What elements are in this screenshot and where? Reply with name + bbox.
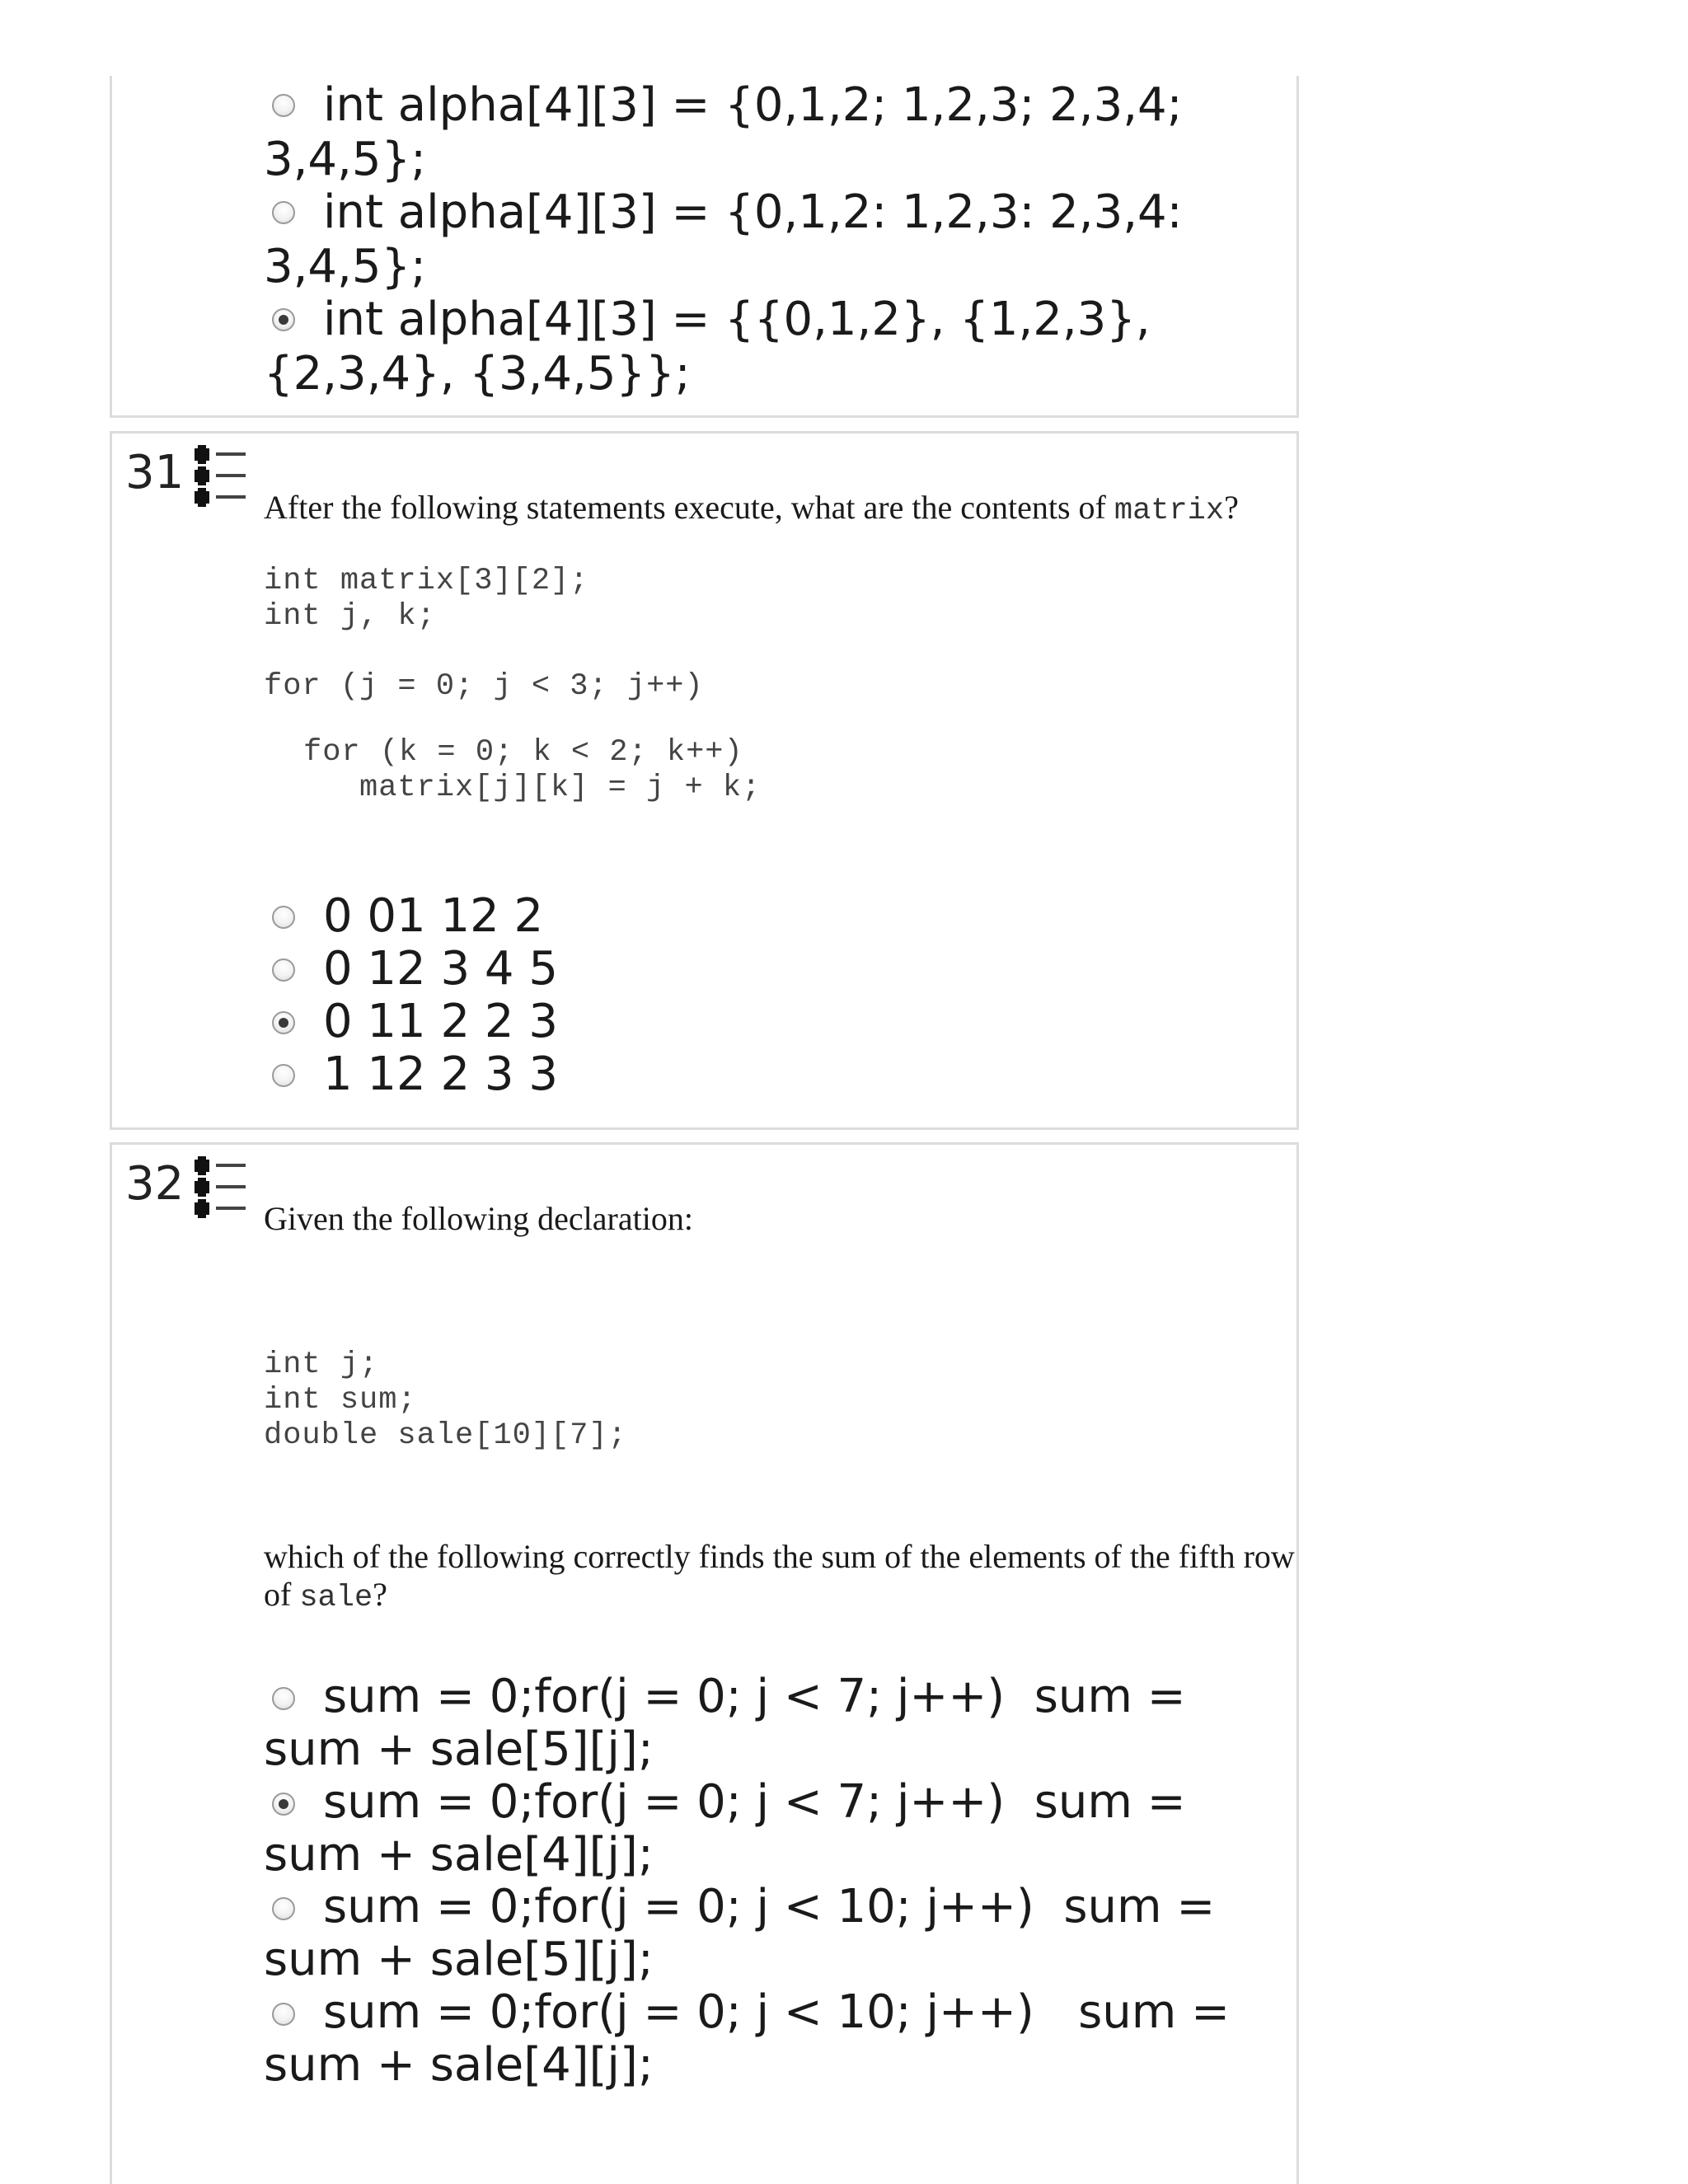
question-number: 31 — [125, 446, 185, 499]
code-line: for (k = 0; k < 2; k++) — [303, 735, 743, 770]
answer-radio-30-a[interactable] — [272, 94, 295, 117]
answer-text-30-b-cont: 3,4,5}; — [264, 240, 426, 293]
answer-radio-31-a[interactable] — [272, 906, 295, 929]
answer-text-32-d: sum = 0;for(j = 0; j < 10; j++) sum = — [323, 1985, 1231, 2039]
code-line: int j, k; — [264, 599, 436, 634]
question-prompt — [264, 488, 1239, 531]
question-prompt-text: After the following statements execute, what are the contents of — [264, 489, 1114, 526]
question-prompt-mark: ? — [1224, 489, 1239, 526]
question-code: sale — [299, 1581, 373, 1615]
code-line: double sale[10][7]; — [264, 1418, 627, 1453]
question-mark: ? — [373, 1576, 387, 1613]
question-text: which of the following correctly finds the sum of the elements of the fifth row — [264, 1538, 1295, 1575]
question-text-prefix: of — [264, 1576, 300, 1613]
answer-radio-32-d[interactable] — [272, 2003, 295, 2026]
code-line: int matrix[3][2]; — [264, 564, 589, 598]
list-icon — [195, 445, 249, 511]
answer-radio-32-c[interactable] — [272, 1897, 295, 1920]
answer-text-30-b: int alpha[4][3] = {0,1,2: 1,2,3: 2,3,4: — [323, 185, 1183, 239]
answer-text-32-c: sum = 0;for(j = 0; j < 10; j++) sum = — [323, 1880, 1216, 1933]
answer-text-32-a: sum = 0;for(j = 0; j < 7; j++) sum = — [323, 1670, 1186, 1723]
answer-text-30-c: int alpha[4][3] = {{0,1,2}, {1,2,3}, — [323, 293, 1151, 346]
answer-radio-31-c[interactable] — [272, 1011, 295, 1034]
answer-text-30-c-cont: {2,3,4}, {3,4,5}}; — [264, 347, 691, 401]
question-prompt: Given the following declaration: — [264, 1200, 693, 1237]
answer-radio-30-c[interactable] — [272, 308, 295, 331]
question-number: 32 — [125, 1157, 185, 1211]
answer-text-30-a: int alpha[4][3] = {0,1,2; 1,2,3; 2,3,4; — [323, 78, 1183, 132]
answer-text-32-b-cont: sum + sale[4][j]; — [264, 1828, 654, 1882]
answer-radio-32-a[interactable] — [272, 1687, 295, 1710]
code-line: int j; — [264, 1347, 379, 1382]
answer-text-32-a-cont: sum + sale[5][j]; — [264, 1722, 654, 1776]
question-card-31 — [110, 431, 1299, 1130]
answer-text-32-c-cont: sum + sale[5][j]; — [264, 1933, 654, 1986]
answer-radio-31-b[interactable] — [272, 958, 295, 982]
question-text-cont — [264, 1575, 387, 1618]
answer-text-31-b: 0 12 3 4 5 — [323, 942, 558, 996]
code-line: for (j = 0; j < 3; j++) — [264, 669, 704, 704]
answer-text-32-b: sum = 0;for(j = 0; j < 7; j++) sum = — [323, 1775, 1186, 1829]
answer-radio-31-d[interactable] — [272, 1064, 295, 1087]
code-line: matrix[j][k] = j + k; — [359, 771, 762, 805]
answer-text-31-d: 1 12 2 3 3 — [323, 1047, 558, 1101]
code-line: int sum; — [264, 1383, 417, 1418]
answer-radio-30-b[interactable] — [272, 201, 295, 224]
answer-text-32-d-cont: sum + sale[4][j]; — [264, 2038, 654, 2092]
question-card-32 — [110, 1142, 1299, 2184]
answer-text-31-a: 0 01 12 2 — [323, 889, 544, 943]
question-card-30 — [110, 76, 1299, 418]
question-prompt-code: matrix — [1114, 494, 1225, 528]
answer-text-31-c: 0 11 2 2 3 — [323, 995, 558, 1048]
answer-text-30-a-cont: 3,4,5}; — [264, 133, 426, 186]
list-icon — [195, 1156, 249, 1222]
answer-radio-32-b[interactable] — [272, 1793, 295, 1816]
